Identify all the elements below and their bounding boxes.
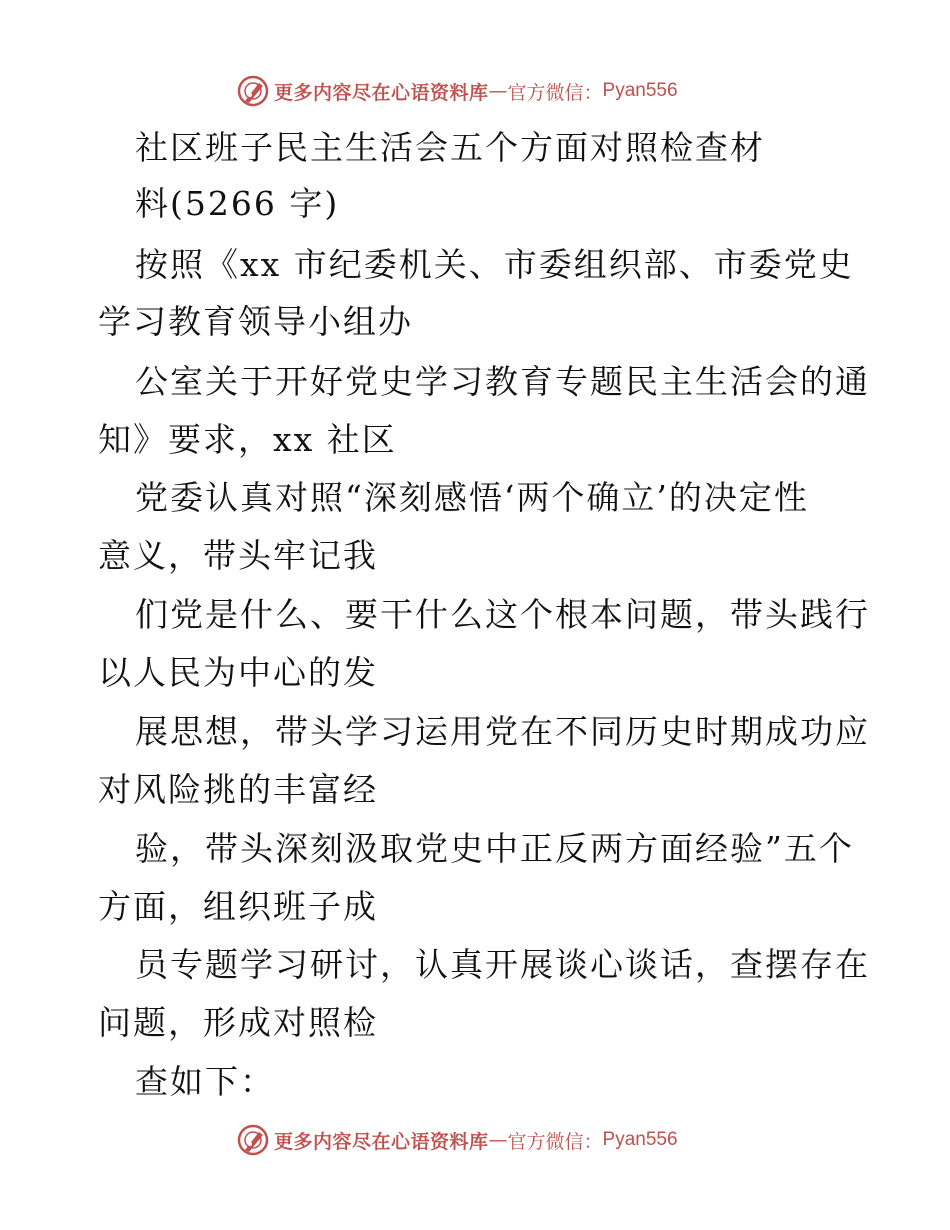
paragraph-line: 方面，组织班子成 <box>98 887 378 926</box>
watermark-wechat-id: Pyan556 <box>602 80 678 101</box>
paragraph-line: 们党是什么、要干什么这个根本问题，带头践行 <box>135 595 870 634</box>
paragraph-line: 党委认真对照“深刻感悟‘两个确立’的决定性 <box>135 478 809 517</box>
watermark-site-text: 更多内容尽在心语资料库 <box>274 81 489 104</box>
paragraph-line: 公室关于开好党史学习教育专题民主生活会的通 <box>135 362 870 401</box>
watermark-wechat-label: 官方微信： <box>507 81 603 104</box>
watermark-wechat-label: 官方微信： <box>507 1130 603 1153</box>
paragraph-line: 知》要求，xx 社区 <box>98 420 397 459</box>
watermark-site-text: 更多内容尽在心语资料库 <box>274 1130 489 1153</box>
pen-logo-icon <box>236 1123 270 1157</box>
paragraph-line: 以人民为中心的发 <box>98 653 378 692</box>
paragraph-line: 学习教育领导小组办 <box>98 302 413 341</box>
paragraph-line: 验，带头深刻汲取党史中正反两方面经验”五个 <box>135 829 854 868</box>
paragraph-line: 问题，形成对照检 <box>98 1003 378 1042</box>
watermark-dash: — <box>488 80 508 102</box>
header-watermark <box>236 73 678 109</box>
paragraph-line: 按照《xx 市纪委机关、市委组织部、市委党史 <box>135 245 854 284</box>
paragraph-line: 查如下： <box>135 1062 275 1101</box>
paragraph-line: 意义，带头牢记我 <box>98 536 378 575</box>
paragraph-line: 对风险挑的丰富经 <box>98 770 378 809</box>
paragraph-line: 展思想，带头学习运用党在不同历史时期成功应 <box>135 712 870 751</box>
pen-logo-icon <box>236 74 270 108</box>
watermark-wechat-id: Pyan556 <box>602 1129 678 1150</box>
document-title-line-1: 社区班子民主生活会五个方面对照检查材 <box>135 128 765 167</box>
watermark-dash: — <box>488 1129 508 1151</box>
footer-watermark <box>236 1122 678 1158</box>
paragraph-line: 员专题学习研讨，认真开展谈心谈话，查摆存在 <box>135 945 870 984</box>
document-title-line-2: 料(5266 字) <box>135 184 340 223</box>
